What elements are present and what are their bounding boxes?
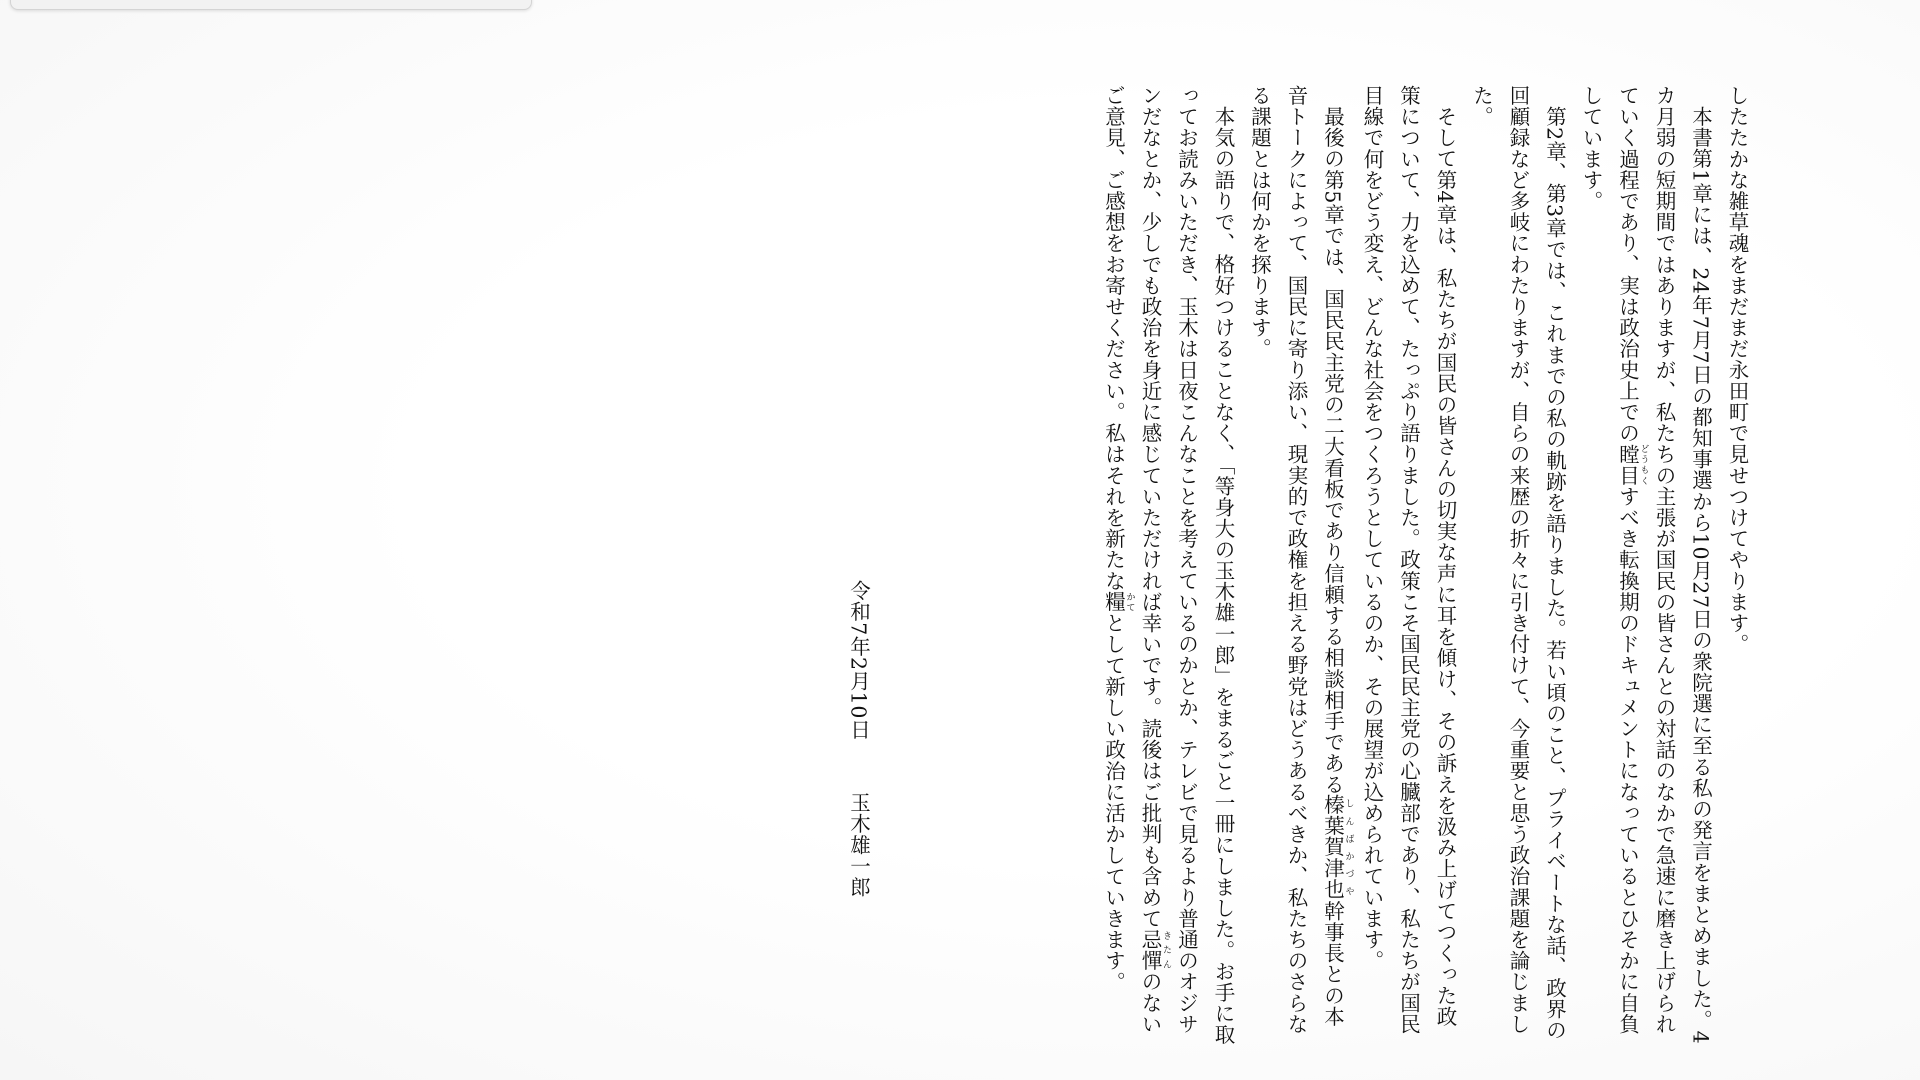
paragraph-2-after: すべき転換期のドキュメントになっているとひそかに自負しています。 [1579, 85, 1640, 1035]
paragraph-3 [1463, 85, 1573, 1045]
main-text-body [1095, 85, 1755, 1045]
ruby-kitan-reading: きたん [1161, 929, 1171, 972]
paragraph-5-after: 幹事長との本音トークによって、国民に寄り添い、現実的で政権を担える野党はどうあるべきか、私たちのさらなる課題とは何かを探ります。 [1247, 85, 1345, 1035]
paragraph-4-text: そして第4章は、私たちが国民の皆さんの切実な声に耳を傾け、その訴えを汲み上げてつくった政策について、力を込めて、たっぷり語りました。政策こそ国民民主党の心臓部であり、私たちが国民目線で何をどう変え、どんな社会をつくろうとしているのか、その展望が込められています。 [1360, 85, 1457, 1035]
ruby-doumoku-reading: どうもく [1638, 443, 1649, 486]
paragraph-6-after: のないご意見、ご感想をお寄せください。私はそれを新たな [1101, 85, 1162, 1035]
paragraph-1 [1719, 85, 1756, 1045]
ruby-kate-base: 糧 [1101, 591, 1126, 613]
paragraph-2-before: 本書第1章には、24年7月7日の都知事選から10月27日の衆院選に至る私の発言をまとめました。4カ月弱の短期間ではありますが、私たちの主張が国民の皆さんとの対話のなかで急速に磨き上げられていく過程であり、実は政治史上での [1615, 85, 1713, 1044]
signature-date: 令和7年2月10日 [846, 580, 871, 741]
ruby-kitan-base: 忌憚 [1138, 929, 1162, 972]
ruby-doumoku-base: 瞠目 [1615, 443, 1640, 486]
signature-name: 玉木雄一郎 [846, 792, 871, 898]
paragraph-1-text: したたかな雑草魂をまだまだ永田町で見せつけてやります。 [1725, 85, 1749, 655]
ruby-doumoku [1615, 443, 1649, 486]
paragraph-6-before: 本気の語りで、格好つけることなく、「等身大の玉木雄一郎」をまるごと一冊にしました。お手に取ってお読みいただき、玉木は日夜こんなことを考えているのかとか、テレビで見るより普通のオジサンだなとか、少しでも政治を身近に感じていただければ幸いです。読後はご批判も含めて [1138, 85, 1235, 1045]
paragraph-4 [1354, 85, 1464, 1045]
top-toolbar-edge[interactable] [10, 0, 532, 10]
ruby-kitan [1138, 929, 1171, 972]
paragraph-2 [1573, 85, 1719, 1045]
ruby-shinba [1320, 794, 1354, 900]
ruby-kate [1101, 591, 1135, 613]
ruby-shinba-base: 榛葉賀津也 [1320, 794, 1345, 900]
paragraph-6 [1095, 85, 1241, 1045]
signature-block [840, 580, 877, 1030]
paragraph-5 [1241, 85, 1354, 1045]
paragraph-5-before: 最後の第5章では、国民民主党の二大看板であり信頼する相談相手である [1320, 105, 1345, 795]
ruby-kate-reading: かて [1124, 591, 1135, 613]
ruby-shinba-reading: しんばかづや [1343, 794, 1354, 900]
paragraph-6-after2: として新しい政治に活かしていきます。 [1101, 612, 1126, 993]
paragraph-3-text: 第2章、第3章では、これまでの私の軌跡を語りました。若い頃のこと、プライベートな話、政界の回顧録など多岐にわたりますが、自らの来歴の折々に引き付けて、今重要と思う政治課題を論じました。 [1469, 85, 1567, 1041]
